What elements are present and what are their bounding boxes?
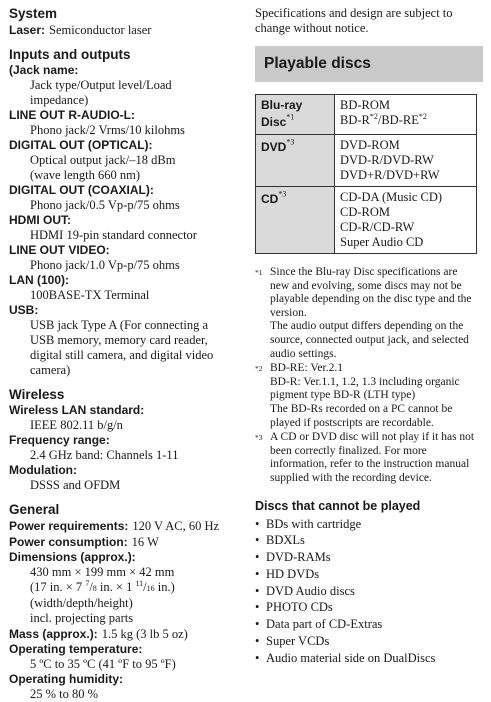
spec-label: Dimensions (approx.): [9,550,136,564]
list-item-text: BDs with cartridge [266,516,362,531]
spec-value: Phono jack/1.0 Vp-p/75 ohms [30,258,180,272]
footnote-line: source, connected output jack, and selected [270,333,469,346]
spec-value: Phono jack/2 Vrms/10 kilohms [30,123,185,137]
list-item [255,599,483,616]
footnote-line: new and evolving, some discs may not be [270,279,462,292]
spec-value: camera) [30,363,71,377]
spec-label: DIGITAL OUT (OPTICAL): [9,138,153,152]
spec-value-part: in.) [154,580,175,594]
footnote-mark: *1 [286,112,295,122]
table-cell-type [256,95,335,135]
list-item-text: DVD Audio discs [266,583,355,598]
bullet: • [255,600,260,615]
footnote-line: The audio output differs depending on the [270,320,464,333]
footnote-line: BD-RE: Ver.2.1 [270,362,343,375]
spec-label: Operating temperature: [9,642,143,656]
footnote-line: pigment type BD-R (LTH type) [270,389,416,402]
spec-value: Semiconductor laser [49,23,152,37]
footnote-marker [255,266,270,361]
footnote-line: information, refer to the instruction manual [270,458,470,471]
spec-value: USB jack Type A (For connecting a [30,318,209,332]
spec-value: Phono jack/0.5 Vp-p/75 ohms [30,198,180,212]
footnote-mark: *2 [369,111,378,121]
footnote [255,266,483,361]
footnote-marker [255,362,270,430]
footnote-line: Since the Blu-ray Disc specifications are [270,266,458,278]
table-cell-type [256,187,335,254]
spec-mass [9,626,245,642]
table-row [256,135,477,187]
left-column [9,6,245,702]
spec-value: 430 mm × 199 mm × 42 mm [30,565,175,579]
spec-label: Laser: [9,23,46,37]
footnote-mark: *2 [418,111,427,121]
spec-value: USB memory, memory card reader, [30,333,208,347]
bullet: • [255,566,260,581]
bullet: • [255,516,260,531]
footnote-line: audio settings. [270,347,337,360]
section-heading-wireless: Wireless [9,387,65,402]
fraction-denominator: 8 [92,584,97,593]
table-cell-formats [335,187,477,254]
section-heading-system: System [9,6,58,21]
table-row [256,187,477,254]
disc-type-label: DVD [261,140,287,154]
disc-format: DVD-ROM [340,138,400,152]
list-item [255,532,483,549]
spec-laser [9,22,245,38]
list-item-text: Audio material side on DualDiscs [266,650,436,665]
list-item [255,633,483,650]
spec-label: Power consumption: [9,535,128,549]
spec-value: 25 % to 80 % [30,687,99,701]
footnote-body [270,266,483,361]
bullet: • [255,583,260,598]
spec-label: Wireless LAN standard: [9,403,145,417]
disc-type-label: Disc [261,115,287,129]
spec-label: Mass (approx.): [9,627,98,641]
table-cell-formats [335,95,477,135]
spec-label: LINE OUT R-AUDIO-L: [9,108,135,122]
disc-format [340,113,471,128]
list-item [255,549,483,566]
spec-value: HDMI 19-pin standard connector [30,228,197,242]
list-item-text: BDXLs [266,533,305,548]
section-heading-inputs-outputs: Inputs and outputs [9,47,131,62]
disc-type-label: Blu-ray [261,98,303,112]
spec-value: (wave length 660 nm) [30,168,141,182]
spec-label: USB: [9,303,39,317]
footnote-line: The BD-Rs recorded on a PC cannot be [270,402,453,415]
spec-value-dimensions-inches: (17 in. × 7 $^7$/8 in. × 1 $^{11}$/16 in.) [30,578,175,594]
spec-power-requirements [9,518,245,534]
footnote-mark: *3 [286,137,295,147]
bullet: • [255,634,260,649]
spec-label: LINE OUT VIDEO: [9,243,110,257]
spec-label: (Jack name: [9,63,79,77]
footnote-line: been correctly finalized. For more [270,444,427,457]
spec-value: Optical output jack/–18 dBm [30,153,176,167]
fraction-numerator: 11 [135,578,144,588]
disc-format-part: /BD-RE [377,113,419,127]
section-heading-general: General [9,502,60,517]
playable-discs-title: Playable discs [264,55,371,72]
list-item [255,583,483,600]
footnote-body [270,431,483,485]
bullet: • [255,550,260,565]
table-cell-type [256,135,335,187]
disc-format: CD-ROM [340,205,391,219]
footnote-body [270,362,483,430]
footnote-line: BD-R: Ver.1.1, 1.2, 1.3 including organic [270,375,460,388]
spec-label: HDMI OUT: [9,213,71,227]
spec-value-part: in. × 1 [96,580,136,594]
spec-label: Modulation: [9,463,77,477]
bullet: • [255,617,260,632]
footnote-mark: *2 [255,364,263,374]
list-item-text: HD DVDs [266,566,320,581]
disc-format: BD-ROM [340,98,391,112]
right-column [255,6,483,667]
footnote [255,431,483,485]
fraction-denominator: 16 [146,584,155,593]
disc-format: CD-DA (Music CD) [340,190,443,204]
spec-value: DSSS and OFDM [30,478,121,492]
spec-value: digital still camera, and digital video [30,348,214,362]
spec-value: 1.5 kg (3 lb 5 oz) [101,627,188,641]
disc-type-label: CD [261,192,279,206]
list-item-text: Data part of CD-Extras [266,617,383,632]
spec-label: Frequency range: [9,433,110,447]
list-item [255,566,483,583]
disc-format: DVD+R/DVD+RW [340,168,440,182]
footnote-line: playable depending on the disc type and the [270,293,472,306]
list-item-text: Super VCDs [266,634,330,649]
playable-discs-table [255,94,477,254]
spec-value-part: (17 in. × 7 [30,580,86,594]
footnote-line: supplied with the recording device. [270,471,432,484]
footnote-line: version. [270,306,307,319]
footnote-marker [255,431,270,485]
footnote-mark: *3 [255,433,263,443]
spec-value: incl. projecting parts [30,611,134,625]
disc-format: Super Audio CD [340,235,424,249]
footnotes [255,266,483,486]
table-row [256,95,477,135]
spec-power-consumption [9,534,245,550]
cannot-play-heading: Discs that cannot be played [255,498,421,513]
fraction-numerator: 7 [85,578,90,588]
footnote [255,362,483,430]
footnote-line: played if postscripts are recordable. [270,416,434,429]
list-item [255,650,483,667]
list-item-text: DVD-RAMs [266,550,331,565]
bullet: • [255,650,260,665]
spec-value: 120 V AC, 60 Hz [132,519,220,533]
bullet: • [255,533,260,548]
spec-value: 100BASE-TX Terminal [30,288,150,302]
disc-format: CD-R/CD-RW [340,220,415,234]
spec-value: 16 W [131,535,159,549]
spec-value: 5 ºC to 35 ºC (41 ºF to 95 ºF) [30,657,176,671]
spec-value: 2.4 GHz band: Channels 1-11 [30,448,179,462]
spec-notice: change without notice. [255,21,369,35]
list-item-text: PHOTO CDs [266,600,333,615]
spec-label: Power requirements: [9,519,129,533]
spec-label: Operating humidity: [9,672,123,686]
footnote-mark: *3 [278,189,287,199]
spec-value: Jack type/Output level/Load [30,78,172,92]
list-item [255,616,483,633]
spec-value: IEEE 802.11 b/g/n [30,418,123,432]
spec-label: LAN (100): [9,273,70,287]
list-item [255,516,483,533]
spec-value: impedance) [30,93,89,107]
spec-value: (width/depth/height) [30,596,133,610]
disc-format: DVD-R/DVD-RW [340,153,434,167]
table-cell-formats [335,135,477,187]
spec-notice: Specifications and design are subject to [255,6,453,20]
footnote-line: A CD or DVD disc will not play if it has not [270,431,475,444]
spec-label: DIGITAL OUT (COAXIAL): [9,183,154,197]
footnote-mark: *1 [255,268,263,277]
playable-discs-header [255,46,483,82]
cannot-play-list [255,516,483,667]
disc-format-part: BD-R [340,113,370,127]
